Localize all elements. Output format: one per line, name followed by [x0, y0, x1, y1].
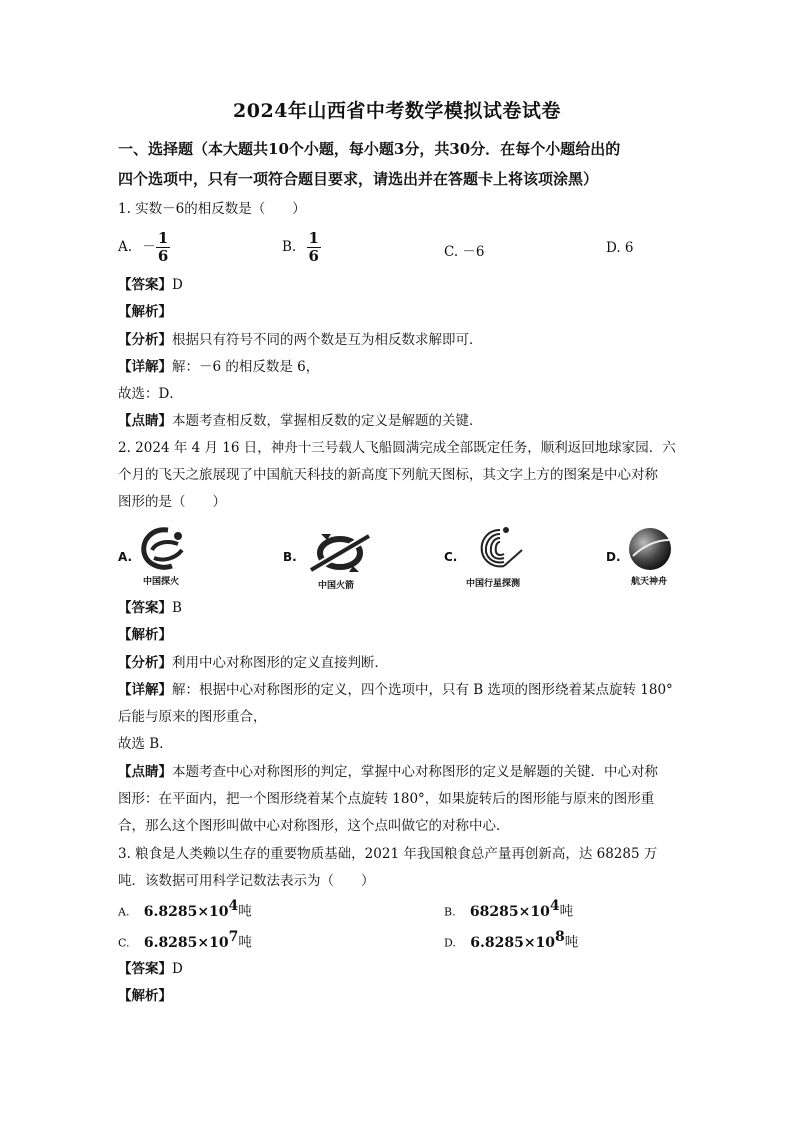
q2-xiangjie-line2: 后能与原来的图形重合， — [118, 709, 267, 725]
planetary-exploration-logo-icon — [470, 524, 530, 574]
sci-base: 6.8285×10 — [470, 934, 556, 951]
q1-conclusion: 故选：D． — [118, 386, 183, 402]
q2-option-c-label: C. — [444, 550, 458, 564]
xiangjie-text: 解：根据中心对称图形的定义，四个选项中，只有 B 选项的图形绕着某点旋转 180° — [172, 682, 673, 698]
xiangjie-text: 解：－6 的相反数是 6， — [172, 359, 320, 375]
xiangjie-tag: 【详解】 — [118, 682, 172, 698]
answer-value: D — [172, 277, 183, 293]
q2-option-c-caption: 中国行星探测 — [466, 579, 521, 589]
q2-option-a-caption: 中国探火 — [143, 577, 180, 587]
q2-option-d-caption: 航天神舟 — [631, 577, 668, 587]
answer-tag: 【答案】 — [118, 277, 172, 293]
q3-analysis-tag — [118, 983, 678, 1010]
q1-option-b-label: B. — [282, 239, 297, 255]
dianjing-text: 本题考查中心对称图形的判定，掌握中心对称图形的定义是解题的关键．中心对称 — [172, 764, 658, 780]
xiangjie-tag: 【详解】 — [118, 359, 172, 375]
option-label: C. — [118, 936, 130, 950]
q2-conclusion: 故选 B． — [118, 736, 173, 752]
q2-option-b-caption: 中国火箭 — [318, 581, 355, 591]
answer-tag: 【答案】 — [118, 600, 172, 616]
q3-stem-line2: 吨．该数据可用科学记数法表示为（ ） — [118, 873, 375, 889]
option-label: D. — [444, 936, 456, 950]
option-label: A. — [118, 905, 130, 919]
q1-option-d: D. 6 — [606, 240, 634, 256]
q3-option-b — [444, 898, 573, 920]
q1-xiangjie — [118, 354, 678, 381]
analysis-tag: 【解析】 — [118, 304, 172, 320]
mars-exploration-logo-icon — [138, 526, 190, 572]
q2-analysis-tag — [118, 622, 678, 649]
unit: 吨 — [564, 934, 579, 951]
section-heading-line2: 四个选项中，只有一项符合题目要求，请选出并在答题卡上将该项涂黑） — [118, 170, 599, 188]
q1-dianjing — [118, 408, 678, 435]
q2-option-d-label: D. — [606, 550, 621, 564]
q1-option-a — [118, 230, 170, 265]
q1-analysis-tag — [118, 299, 678, 326]
sci-base: 6.8285×10 — [143, 934, 229, 951]
answer-value: D — [172, 961, 183, 977]
page-title: 2024年山西省中考数学模拟试卷试卷 — [233, 100, 561, 122]
option-label: B. — [444, 905, 456, 919]
unit: 吨 — [238, 934, 252, 951]
q1-option-b-fraction — [307, 230, 321, 265]
analysis-tag: 【解析】 — [118, 988, 172, 1004]
q3-answer — [118, 956, 678, 983]
q2-option-a-label: A. — [118, 550, 133, 564]
q2-stem-line1: 2. 2024 年 4 月 16 日，神舟十三号载人飞船圆满完成全部既定任务，顺利返回地球家园．六 — [118, 440, 676, 456]
dianjing-tag: 【点睛】 — [118, 764, 172, 780]
q3-option-a — [118, 898, 252, 920]
fraction-denominator: 6 — [308, 247, 319, 265]
dianjing-tag: 【点睛】 — [118, 413, 172, 429]
fraction-numerator: 1 — [308, 229, 319, 247]
fraction-denominator: 6 — [157, 247, 169, 265]
sci-exponent: 8 — [555, 929, 565, 945]
unit: 吨 — [238, 903, 252, 920]
answer-value: B — [172, 600, 182, 616]
q1-option-b — [282, 230, 321, 265]
sci-exponent: 7 — [228, 929, 239, 945]
q2-xiangjie-line1 — [118, 677, 678, 704]
section-heading-line1: 一、选择题（本大题共10个小题，每小题3分，共30分．在每个小题给出的 — [118, 140, 621, 158]
q2-fenxi — [118, 650, 678, 677]
q1-option-a-sign: － — [142, 239, 156, 255]
q2-dianjing-line1 — [118, 759, 678, 786]
sci-exponent: 4 — [549, 898, 560, 914]
answer-tag: 【答案】 — [118, 961, 172, 977]
q1-option-a-label: A. — [118, 239, 133, 255]
q2-dianjing-line2: 图形：在平面内，把一个图形绕着某个点旋转 180°，如果旋转后的图形能与原来的图形重 — [118, 791, 655, 807]
fenxi-text: 根据只有符号不同的两个数是互为相反数求解即可． — [172, 332, 483, 348]
analysis-tag: 【解析】 — [118, 627, 172, 643]
q3-option-c — [118, 929, 252, 951]
fraction-numerator: 1 — [157, 229, 169, 247]
q1-option-c: C. －6 — [444, 244, 485, 260]
q2-answer — [118, 595, 678, 622]
fenxi-tag: 【分析】 — [118, 655, 172, 671]
q2-dianjing-line3: 合，那么这个图形叫做中心对称图形，这个点叫做它的对称中心． — [118, 818, 510, 834]
sci-exponent: 4 — [228, 898, 239, 914]
q2-stem-line2: 个月的飞天之旅展现了中国航天科技的新高度下列航天图标，其文字上方的图案是中心对称 — [118, 467, 658, 483]
q1-stem: 1. 实数－6的相反数是（ ） — [118, 201, 306, 217]
sci-base: 68285×10 — [469, 903, 550, 920]
rocket-logo-icon — [307, 530, 373, 576]
q3-option-d — [444, 929, 578, 951]
q1-answer — [118, 272, 678, 299]
dianjing-text: 本题考查相反数，掌握相反数的定义是解题的关键． — [172, 413, 483, 429]
q3-stem-line1: 3. 粮食是人类赖以生存的重要物质基础，2021 年我国粮食总产量再创新高，达 68285 万 — [118, 846, 658, 862]
q1-fenxi — [118, 327, 678, 354]
q2-option-b-label: B. — [283, 550, 297, 564]
shenzhou-logo-icon — [627, 526, 673, 572]
fenxi-text: 利用中心对称图形的定义直接判断． — [172, 655, 388, 671]
fenxi-tag: 【分析】 — [118, 332, 172, 348]
sci-base: 6.8285×10 — [143, 903, 229, 920]
unit: 吨 — [559, 903, 574, 920]
q2-stem-line3: 图形的是（ ） — [118, 494, 226, 510]
q1-option-a-fraction — [156, 230, 170, 265]
